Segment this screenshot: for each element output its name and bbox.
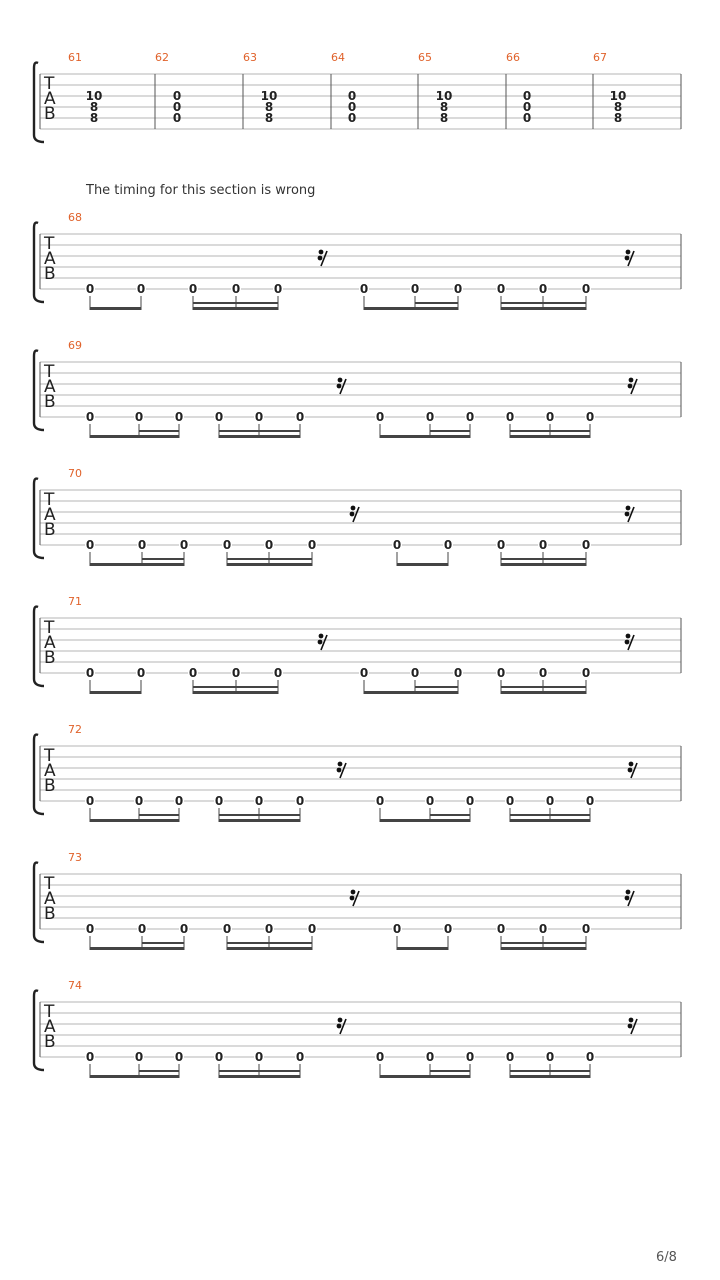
beam-sixteenth — [501, 686, 586, 688]
beam — [219, 1075, 300, 1078]
system-1 — [34, 51, 681, 142]
beam — [193, 691, 278, 694]
rest-flag-dot — [350, 896, 355, 901]
beam — [380, 1075, 470, 1078]
fret-number: 0 — [174, 410, 184, 424]
rest-flag-dot — [319, 250, 324, 255]
fret-number: 0 — [392, 922, 402, 936]
fret-number: 0 — [359, 282, 369, 296]
fret-number: 0 — [85, 794, 95, 808]
fret-number: 0 — [538, 922, 548, 936]
fret-number: 0 — [496, 282, 506, 296]
system-2 — [34, 211, 681, 310]
fret-number: 0 — [85, 410, 95, 424]
measure-number: 73 — [68, 851, 82, 864]
fret-number: 0 — [538, 666, 548, 680]
fret-number: 0 — [538, 538, 548, 552]
tab-clef-letter: T — [44, 1002, 55, 1022]
rest-flag-dot — [337, 1024, 342, 1029]
fret-number: 0 — [307, 538, 317, 552]
fret-number: 0 — [254, 410, 264, 424]
tab-clef-letter: B — [44, 520, 56, 540]
fret-number: 0 — [254, 794, 264, 808]
beam-sixteenth — [415, 302, 458, 304]
beam-sixteenth — [501, 558, 586, 560]
beam-sixteenth — [510, 814, 590, 816]
beam — [90, 307, 141, 310]
tab-clef-letter: B — [44, 104, 56, 124]
fret-number: 10 — [260, 89, 278, 103]
beam-sixteenth — [142, 942, 184, 944]
measure-number: 61 — [68, 51, 82, 64]
sixteenth-rest — [628, 378, 637, 394]
beam — [501, 563, 586, 566]
fret-number: 0 — [538, 282, 548, 296]
sixteenth-rest — [318, 634, 327, 650]
rest-flag-dot — [351, 890, 356, 895]
tab-clef-letter: T — [44, 618, 55, 638]
fret-number: 0 — [522, 111, 532, 125]
rest-flag-dot — [319, 634, 324, 639]
fret-number: 0 — [522, 89, 532, 103]
beam-sixteenth — [219, 814, 300, 816]
fret-number: 0 — [443, 538, 453, 552]
fret-number: 0 — [222, 922, 232, 936]
fret-number: 0 — [581, 282, 591, 296]
beam — [380, 819, 470, 822]
fret-number: 0 — [231, 282, 241, 296]
beam-sixteenth — [430, 1070, 470, 1072]
beam — [510, 435, 590, 438]
fret-number: 0 — [174, 794, 184, 808]
beam-sixteenth — [227, 942, 312, 944]
fret-number: 8 — [264, 100, 274, 114]
beam — [380, 435, 470, 438]
beam — [501, 947, 586, 950]
beam — [219, 435, 300, 438]
fret-number: 0 — [273, 666, 283, 680]
tab-clef-letter: B — [44, 392, 56, 412]
beam-sixteenth — [219, 430, 300, 432]
measure-number: 67 — [593, 51, 607, 64]
fret-number: 0 — [425, 1050, 435, 1064]
fret-number: 0 — [392, 538, 402, 552]
rest-flag-dot — [351, 506, 356, 511]
fret-number: 10 — [85, 89, 103, 103]
fret-number: 0 — [85, 282, 95, 296]
fret-number: 8 — [89, 100, 99, 114]
fret-number: 0 — [295, 410, 305, 424]
fret-number: 0 — [231, 666, 241, 680]
fret-number: 0 — [137, 922, 147, 936]
measure-number: 65 — [418, 51, 432, 64]
fret-number: 0 — [359, 666, 369, 680]
fret-number: 8 — [439, 111, 449, 125]
tab-clef-letter: T — [44, 746, 55, 766]
fret-number: 0 — [496, 666, 506, 680]
sixteenth-rest — [625, 634, 634, 650]
tab-clef-letter: A — [44, 633, 56, 653]
fret-number: 0 — [585, 794, 595, 808]
fret-number: 0 — [505, 410, 515, 424]
fret-number: 0 — [179, 922, 189, 936]
measure-number: 66 — [506, 51, 520, 64]
beam-sixteenth — [139, 814, 179, 816]
fret-number: 0 — [214, 1050, 224, 1064]
rest-flag-dot — [626, 890, 631, 895]
rest-flag-dot — [629, 378, 634, 383]
fret-number: 0 — [496, 922, 506, 936]
beam — [90, 819, 179, 822]
fret-number: 8 — [439, 100, 449, 114]
beam — [90, 1075, 179, 1078]
fret-number: 0 — [214, 794, 224, 808]
fret-number: 0 — [347, 89, 357, 103]
beam-sixteenth — [501, 942, 586, 944]
tab-clef-letter: A — [44, 89, 56, 109]
fret-number: 0 — [465, 794, 475, 808]
fret-number: 0 — [85, 922, 95, 936]
beam-sixteenth — [193, 302, 278, 304]
fret-number: 8 — [613, 100, 623, 114]
beam — [227, 563, 312, 566]
tab-clef-letter: A — [44, 1017, 56, 1037]
sixteenth-rest — [350, 506, 359, 522]
beam-sixteenth — [510, 1070, 590, 1072]
beam — [90, 947, 184, 950]
system-3 — [34, 339, 681, 438]
tab-clef-letter: B — [44, 904, 56, 924]
fret-number: 0 — [347, 111, 357, 125]
beam — [501, 691, 586, 694]
beam-sixteenth — [142, 558, 184, 560]
fret-number: 0 — [134, 410, 144, 424]
beam — [397, 563, 448, 566]
tab-clef-letter: B — [44, 648, 56, 668]
fret-number: 0 — [307, 922, 317, 936]
fret-number: 0 — [443, 922, 453, 936]
fret-number: 0 — [295, 794, 305, 808]
system-6 — [34, 723, 681, 822]
beam — [397, 947, 448, 950]
fret-number: 0 — [179, 538, 189, 552]
rest-flag-dot — [628, 384, 633, 389]
fret-number: 0 — [188, 282, 198, 296]
rest-flag-dot — [629, 762, 634, 767]
measure-number: 71 — [68, 595, 82, 608]
fret-number: 0 — [375, 410, 385, 424]
beam-sixteenth — [139, 1070, 179, 1072]
fret-number: 0 — [425, 410, 435, 424]
sixteenth-rest — [625, 890, 634, 906]
fret-number: 0 — [581, 922, 591, 936]
section-annotation: The timing for this section is wrong — [86, 183, 316, 198]
fret-number: 0 — [453, 666, 463, 680]
beam — [193, 307, 278, 310]
fret-number: 0 — [375, 1050, 385, 1064]
fret-number: 0 — [174, 1050, 184, 1064]
fret-number: 0 — [425, 794, 435, 808]
fret-number: 0 — [295, 1050, 305, 1064]
tab-clef-letter: B — [44, 1032, 56, 1052]
rest-flag-dot — [626, 250, 631, 255]
fret-number: 0 — [136, 282, 146, 296]
tab-clef-letter: A — [44, 889, 56, 909]
beam-sixteenth — [510, 430, 590, 432]
sixteenth-rest — [318, 250, 327, 266]
beam-sixteenth — [139, 430, 179, 432]
system-8 — [34, 979, 681, 1078]
fret-number: 0 — [375, 794, 385, 808]
beam-sixteenth — [430, 430, 470, 432]
rest-flag-dot — [628, 1024, 633, 1029]
tab-clef-letter: T — [44, 490, 55, 510]
rest-flag-dot — [318, 640, 323, 645]
rest-flag-dot — [625, 512, 630, 517]
rest-flag-dot — [318, 256, 323, 261]
fret-number: 0 — [410, 282, 420, 296]
sixteenth-rest — [337, 1018, 346, 1034]
fret-number: 0 — [581, 538, 591, 552]
fret-number: 0 — [581, 666, 591, 680]
tab-clef-letter: A — [44, 377, 56, 397]
beam — [90, 563, 184, 566]
rest-flag-dot — [625, 256, 630, 261]
fret-number: 0 — [545, 794, 555, 808]
beam — [364, 691, 458, 694]
fret-number: 0 — [347, 100, 357, 114]
tab-clef-letter: T — [44, 362, 55, 382]
beam — [90, 691, 141, 694]
beam — [364, 307, 458, 310]
page-number: 6/8 — [656, 1250, 677, 1265]
fret-number: 0 — [522, 100, 532, 114]
fret-number: 0 — [214, 410, 224, 424]
beam — [219, 819, 300, 822]
fret-number: 0 — [254, 1050, 264, 1064]
measure-number: 64 — [331, 51, 345, 64]
fret-number: 0 — [137, 538, 147, 552]
beam-sixteenth — [430, 814, 470, 816]
fret-number: 0 — [465, 410, 475, 424]
rest-flag-dot — [338, 762, 343, 767]
fret-number: 0 — [545, 410, 555, 424]
fret-number: 0 — [410, 666, 420, 680]
rest-flag-dot — [625, 640, 630, 645]
sixteenth-rest — [628, 1018, 637, 1034]
beam — [510, 819, 590, 822]
fret-number: 0 — [273, 282, 283, 296]
fret-number: 0 — [545, 1050, 555, 1064]
measure-number: 62 — [155, 51, 169, 64]
tab-clef-letter: T — [44, 874, 55, 894]
tab-clef-letter: A — [44, 505, 56, 525]
tab-clef-letter: A — [44, 249, 56, 269]
rest-flag-dot — [337, 768, 342, 773]
fret-number: 0 — [505, 794, 515, 808]
beam-sixteenth — [193, 686, 278, 688]
sixteenth-rest — [337, 378, 346, 394]
fret-number: 0 — [134, 794, 144, 808]
system-5 — [34, 595, 681, 694]
fret-number: 8 — [613, 111, 623, 125]
rest-flag-dot — [338, 378, 343, 383]
measure-number: 70 — [68, 467, 82, 480]
fret-number: 10 — [609, 89, 627, 103]
fret-number: 0 — [585, 410, 595, 424]
fret-number: 0 — [85, 538, 95, 552]
rest-flag-dot — [338, 1018, 343, 1023]
fret-number: 0 — [264, 922, 274, 936]
beam-sixteenth — [227, 558, 312, 560]
beam-sixteenth — [501, 302, 586, 304]
measure-number: 68 — [68, 211, 82, 224]
fret-number: 0 — [188, 666, 198, 680]
rest-flag-dot — [350, 512, 355, 517]
fret-number: 10 — [435, 89, 453, 103]
system-7 — [34, 851, 681, 950]
fret-number: 0 — [172, 111, 182, 125]
fret-number: 0 — [134, 1050, 144, 1064]
tab-clef-letter: B — [44, 264, 56, 284]
beam — [501, 307, 586, 310]
fret-number: 8 — [264, 111, 274, 125]
fret-number: 0 — [505, 1050, 515, 1064]
rest-flag-dot — [625, 896, 630, 901]
beam — [90, 435, 179, 438]
measure-number: 63 — [243, 51, 257, 64]
rest-flag-dot — [626, 634, 631, 639]
fret-number: 0 — [453, 282, 463, 296]
rest-flag-dot — [626, 506, 631, 511]
measure-number: 74 — [68, 979, 82, 992]
rest-flag-dot — [628, 768, 633, 773]
rest-flag-dot — [337, 384, 342, 389]
system-4 — [34, 467, 681, 566]
fret-number: 8 — [89, 111, 99, 125]
sixteenth-rest — [625, 250, 634, 266]
tab-clef-letter: T — [44, 234, 55, 254]
beam — [510, 1075, 590, 1078]
fret-number: 0 — [585, 1050, 595, 1064]
fret-number: 0 — [264, 538, 274, 552]
sixteenth-rest — [628, 762, 637, 778]
tab-clef-letter: B — [44, 776, 56, 796]
fret-number: 0 — [465, 1050, 475, 1064]
beam-sixteenth — [415, 686, 458, 688]
fret-number: 0 — [85, 1050, 95, 1064]
tab-clef-letter: A — [44, 761, 56, 781]
measure-number: 69 — [68, 339, 82, 352]
sixteenth-rest — [625, 506, 634, 522]
fret-number: 0 — [136, 666, 146, 680]
rest-flag-dot — [629, 1018, 634, 1023]
fret-number: 0 — [172, 89, 182, 103]
fret-number: 0 — [172, 100, 182, 114]
fret-number: 0 — [85, 666, 95, 680]
fret-number: 0 — [222, 538, 232, 552]
beam — [227, 947, 312, 950]
beam-sixteenth — [219, 1070, 300, 1072]
tab-clef-letter: T — [44, 74, 55, 94]
sixteenth-rest — [337, 762, 346, 778]
measure-number: 72 — [68, 723, 82, 736]
fret-number: 0 — [496, 538, 506, 552]
sixteenth-rest — [350, 890, 359, 906]
